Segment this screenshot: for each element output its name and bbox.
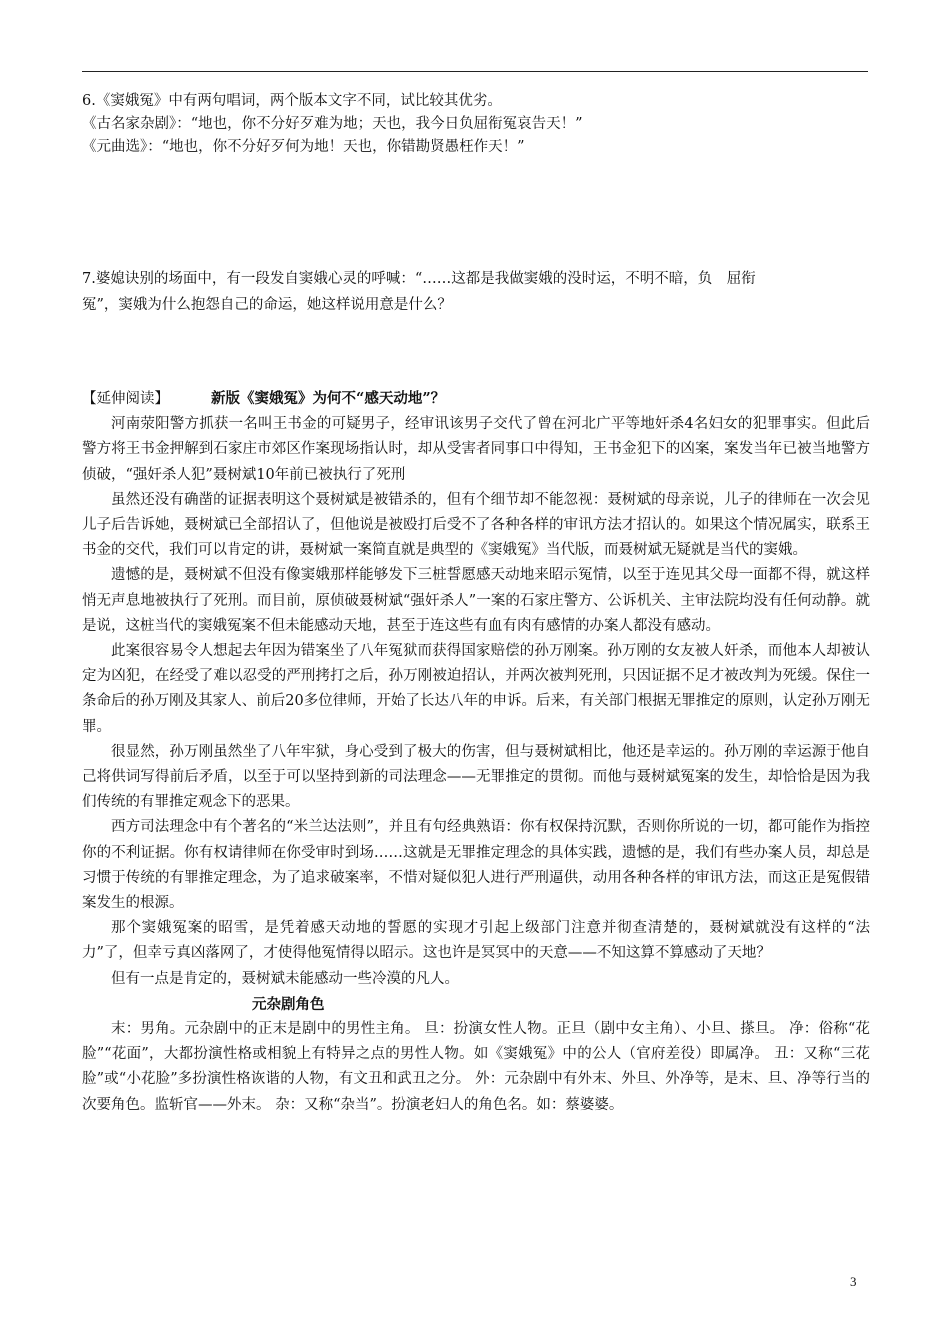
reading-paragraph-1: 河南荥阳警方抓获一名叫王书金的可疑男子，经审讯该男子交代了曾在河北广平等地奸杀4名妇女的犯罪事实。但此后警方将王书金押解到石家庄市郊区作案现场指认时，却从受害者同事口中得知，王书金犯下的凶案，案发当年已被当地警方侦破，“强奸杀人犯”聂树斌10年前已被执行了死刑 [82, 416, 870, 483]
reading-paragraph-2: 虽然还没有确凿的证据表明这个聂树斌是被错杀的，但有个细节却不能忽视：聂树斌的母亲说，儿子的律师在一次会见儿子后告诉她，聂树斌已全部招认了，但他说是被殴打后受不了各种各样的审讯方法才招认的。如果这个情况属实，联系王书金的交代，我们可以肯定的讲，聂树斌一案简直就是典型的《窦娥冤》当代版，而聂树斌无疑就是当代的窦娥。 [82, 491, 870, 559]
reading-paragraph-4: 此案很容易令人想起去年因为错案坐了八年冤狱而获得国家赔偿的孙万刚案。孙万刚的女友被人奸杀，而他本人却被认定为凶犯，在经受了难以忍受的严刑拷打之后，孙万刚被迫招认，并两次被判死刑，只因证据不足才被改判为死缓。保住一条命后的孙万刚及其家人、前后20多位律师，开始了长达八年的申诉。后来，有关部门根据无罪推定的原则，认定孙万刚无罪。 [82, 643, 870, 735]
question-7-line-2: 冤”，窦娥为什么抱怨自己的命运，她这样说用意是什么？ [82, 297, 452, 313]
reading-title: 新版《窦娥冤》为何不“感天动地”？ [211, 390, 446, 407]
question-6-version-1: 《古名家杂剧》：“地也，你不分好歹难为地；天也，我今日负屈衔冤哀告天！” [82, 116, 583, 132]
roles-title: 元杂剧角色 [252, 995, 325, 1013]
question-6 [82, 90, 870, 159]
question-7 [82, 266, 870, 318]
question-6-text: 6.《窦娥冤》中有两句唱词，两个版本文字不同，试比较其优劣。 [82, 93, 502, 109]
reading-paragraph-3: 遗憾的是，聂树斌不但没有像窦娥那样能够发下三桩誓愿感天动地来昭示冤情，以至于连见其父母一面都不得，就这样悄无声息地被执行了死刑。而目前，原侦破聂树斌“强奸杀人”一案的石家庄警方、公诉机关、主审法院均没有任何动静。就是说，这桩当代的窦娥冤案不但未能感动天地，甚至于连这些有血有肉有感情的办案人都没有感动。 [82, 567, 870, 634]
reading-paragraph-8: 但有一点是肯定的，聂树斌未能感动一些冷漠的凡人。 [111, 970, 459, 987]
extended-reading [82, 386, 870, 1118]
reading-paragraph-6: 西方司法理念中有个著名的“米兰达法则”，并且有句经典熟语：你有权保持沉默，否则你所说的一切，都可能作为指控你的不利证据。你有权请律师在你受审时到场……这就是无罪推定理念的具体实践，遗憾的是，我们有些办案人员，却总是习惯于传统的有罪推定理念，为了追求破案率，不惜对疑似犯人进行严刑逼供，动用各种各样的审讯方法，而这正是冤假错案发生的根源。 [82, 819, 870, 912]
roles-text: 末：男角。元杂剧中的正末是剧中的男性主角。 旦：扮演女性人物。正旦（剧中女主角）、小旦、搽旦。 净：俗称“花脸”“花面”，大都扮演性格或相貌上有特异之点的男性人物。如《窦娥冤》中的公人（官府差役）即属净。 丑：又称“三花脸”或“小花脸”多扮演性格诙谐的人物，有文丑和武丑之分。 外：元杂剧中有外末、外旦、外净等，是末、旦、净等行当的次要角色。监斩官——外末。 杂：又称“杂当”。扮演老妇人的角色名。如：蔡婆婆。 [82, 1021, 870, 1113]
question-6-version-2: 《元曲选》：“地也，你不分好歹何为地！天也，你错勘贤愚枉作天！” [82, 139, 525, 155]
reading-paragraph-5: 很显然，孙万刚虽然坐了八年牢狱，身心受到了极大的伤害，但与聂树斌相比，他还是幸运的。孙万刚的幸运源于他自己将供词写得前后矛盾，以至于可以坚持到新的司法理念——无罪推定的贯彻。而他与聂树斌冤案的发生，却恰恰是因为我们传统的有罪推定观念下的恶果。 [82, 743, 870, 811]
question-7-line-1: 7.婆媳诀别的场面中，有一段发自窦娥心灵的呼喊：“……这都是我做窦娥的没时运，不明不暗，负 屈衔 [82, 271, 756, 287]
page-number: 3 [850, 1274, 857, 1289]
reading-label: 【延伸阅读】 [82, 391, 169, 407]
reading-heading [82, 386, 870, 412]
reading-paragraph-7: 那个窦娥冤案的昭雪，是凭着感天动地的誓愿的实现才引起上级部门注意并彻查清楚的，聂树斌就没有这样的“法力”了，但幸亏真凶落网了，才使得他冤情得以昭示。这也许是冥冥中的天意——不知这算不算感动了天地？ [82, 920, 870, 962]
header-rule [82, 71, 868, 72]
